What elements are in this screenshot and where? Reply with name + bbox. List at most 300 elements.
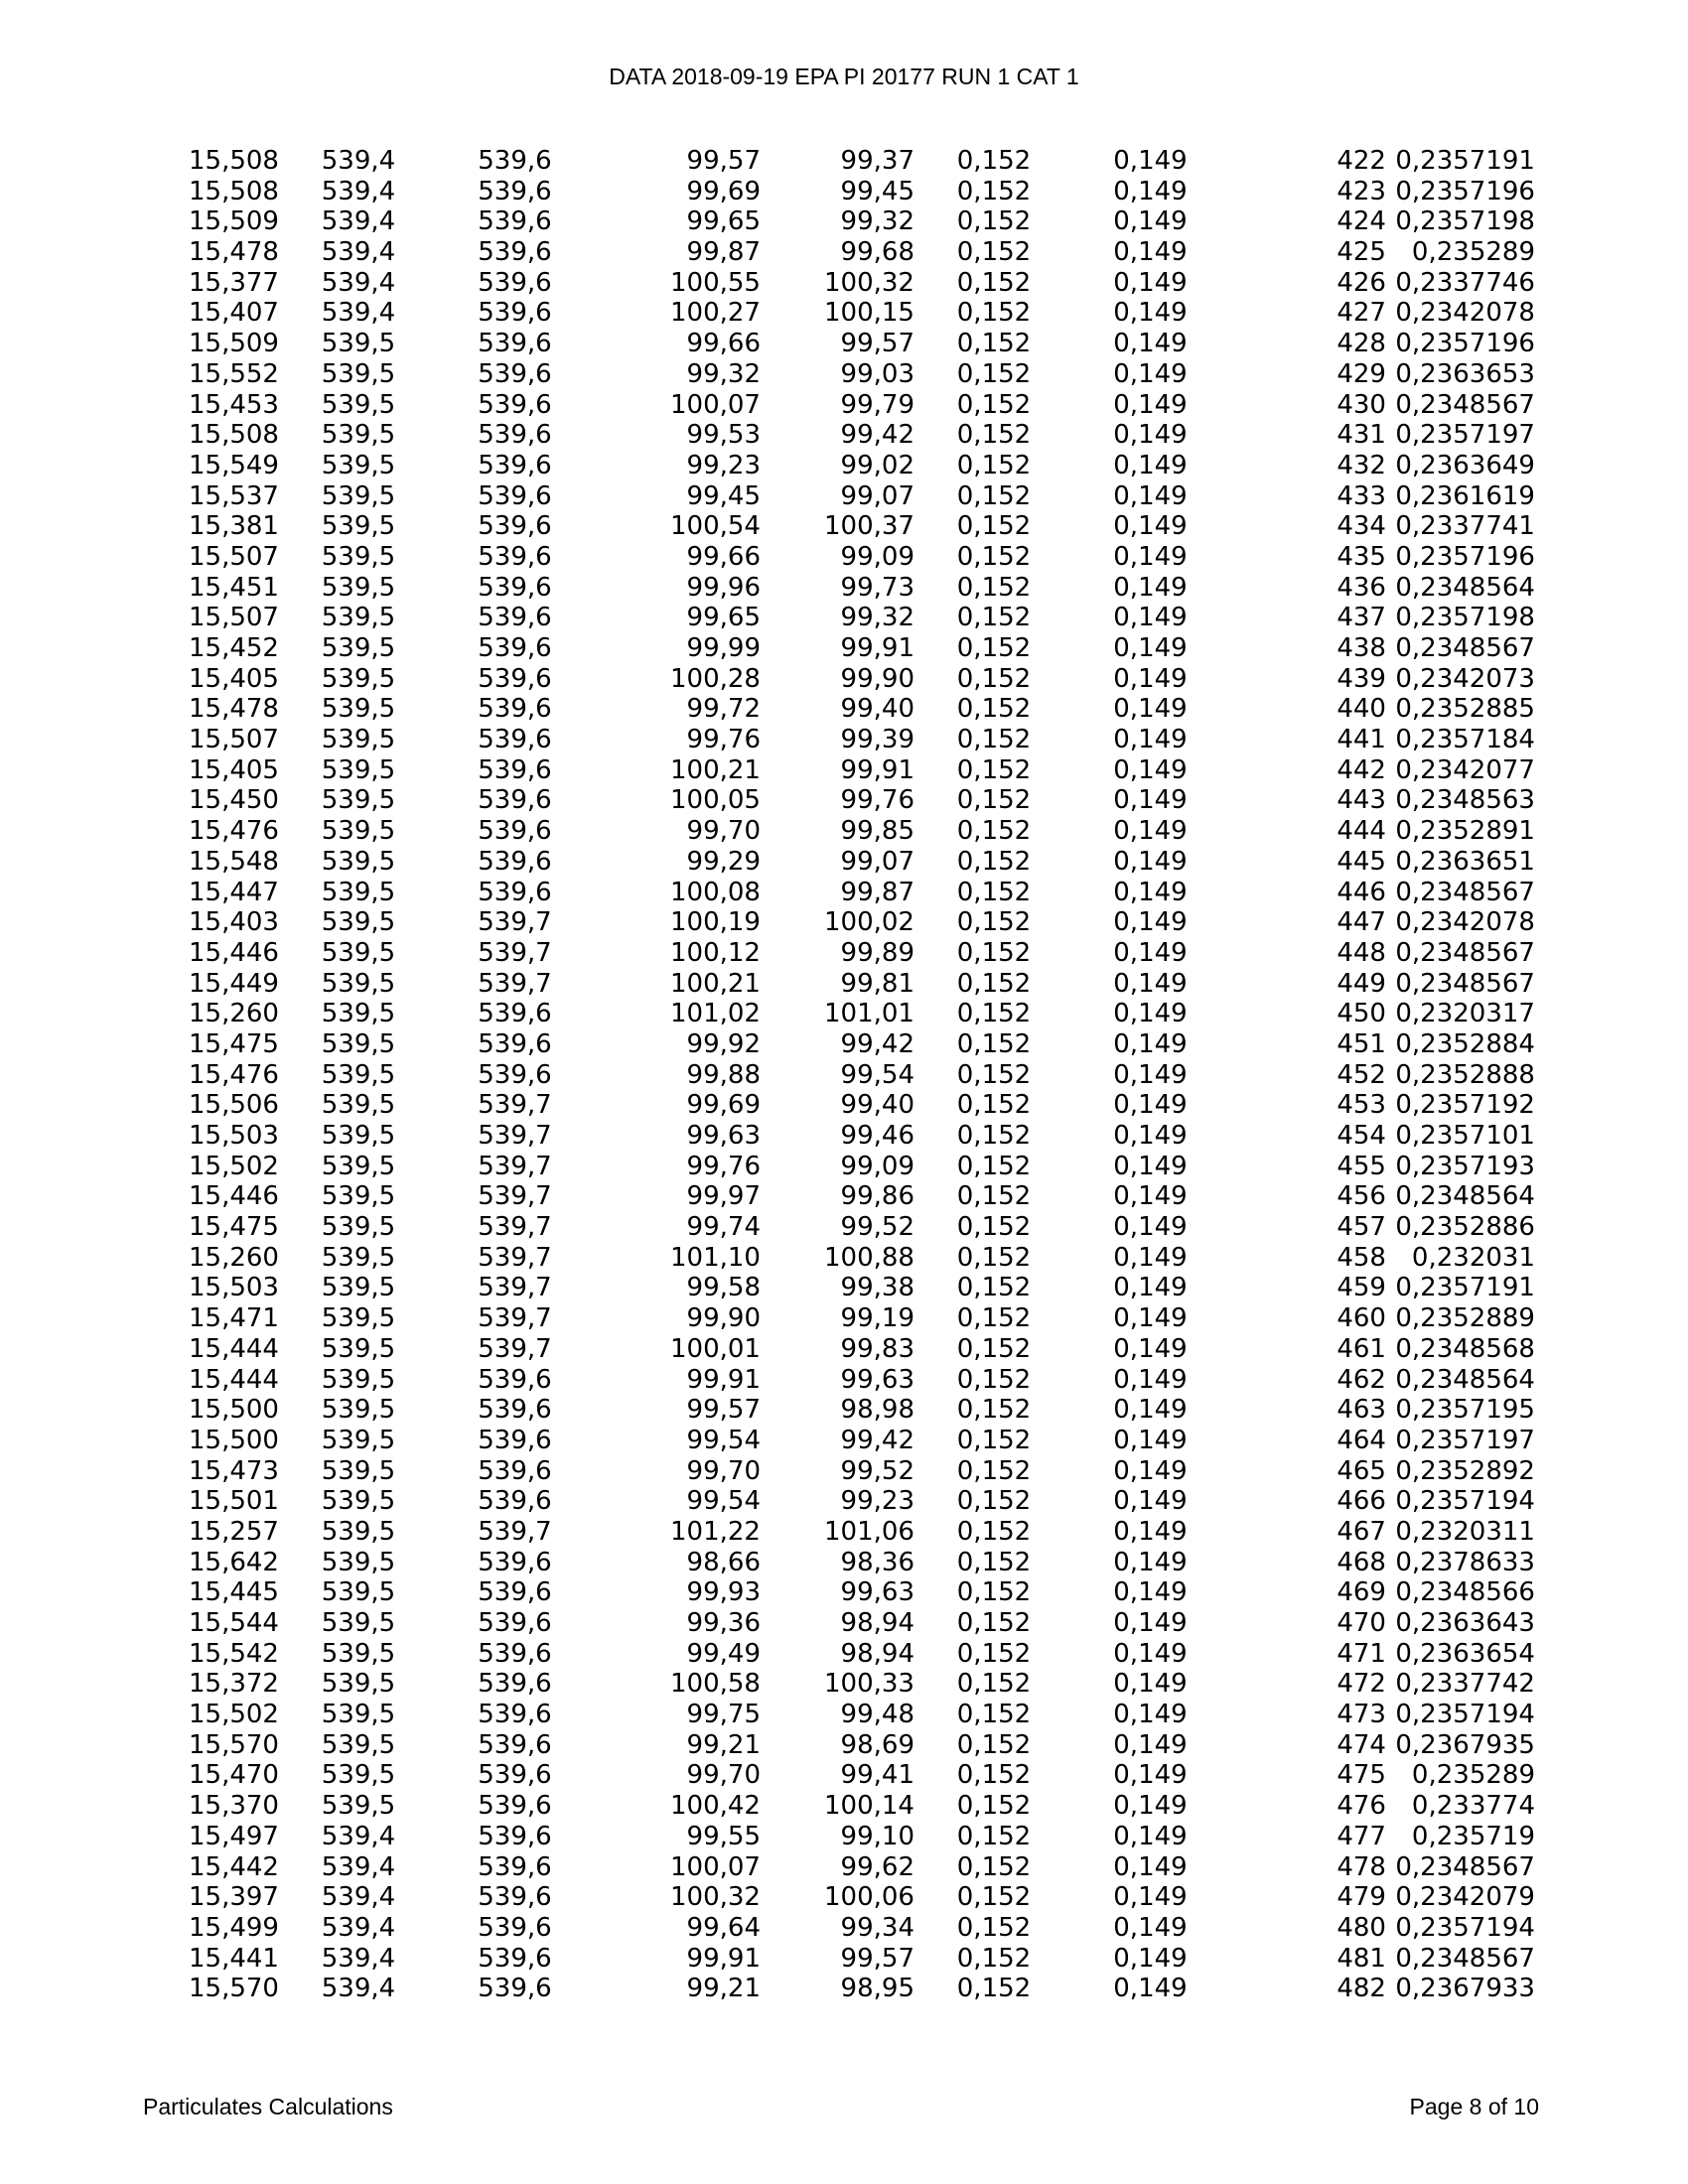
table-cell: 422 (1336, 146, 1386, 176)
table-cell: 478 (1336, 1851, 1386, 1882)
table-cell: 0,149 (1113, 725, 1188, 755)
table-cell: 99,76 (686, 1151, 761, 1181)
table-cell: 464 (1336, 1425, 1386, 1455)
table-cell: 100,08 (670, 877, 761, 907)
table-row (189, 1577, 1535, 1608)
table-cell: 0,152 (956, 1974, 1032, 2004)
table-cell: 100,32 (824, 267, 914, 298)
table-cell: 0,152 (956, 1577, 1032, 1608)
table-cell: 539,6 (478, 389, 552, 420)
table-row (189, 1822, 1535, 1852)
table-cell: 0,2357194 (1395, 1700, 1535, 1730)
table-cell: 0,2320317 (1395, 999, 1535, 1029)
table-cell: 0,2367935 (1395, 1729, 1535, 1760)
table-cell: 15,257 (189, 1516, 279, 1547)
table-cell: 539,5 (321, 1791, 396, 1822)
table-row (189, 907, 1535, 938)
table-cell: 98,94 (840, 1638, 914, 1669)
table-cell: 0,149 (1113, 176, 1188, 206)
table-cell: 15,260 (189, 999, 279, 1029)
table-cell: 0,152 (956, 1121, 1032, 1151)
table-cell: 539,5 (321, 725, 396, 755)
table-cell: 0,2348564 (1395, 572, 1535, 603)
table-row (189, 1913, 1535, 1944)
table-row (189, 420, 1535, 451)
table-cell: 539,5 (321, 1242, 396, 1273)
table-cell: 433 (1336, 480, 1386, 511)
table-cell: 0,152 (956, 511, 1032, 542)
table-cell: 0,152 (956, 1425, 1032, 1455)
table-cell: 460 (1336, 1303, 1386, 1334)
table-cell: 0,2357184 (1395, 725, 1535, 755)
table-cell: 423 (1336, 176, 1386, 206)
table-cell: 539,6 (478, 1425, 552, 1455)
table-cell: 0,149 (1113, 146, 1188, 176)
table-cell: 481 (1336, 1943, 1386, 1974)
table-row (189, 206, 1535, 237)
table-cell: 0,149 (1113, 1516, 1188, 1547)
table-cell: 100,21 (670, 754, 761, 785)
data-table (189, 146, 1535, 2004)
table-row (189, 1669, 1535, 1700)
table-row (189, 969, 1535, 1000)
table-cell: 480 (1336, 1912, 1386, 1943)
table-cell: 0,149 (1113, 237, 1188, 268)
table-cell: 539,5 (321, 389, 396, 420)
table-cell: 0,152 (956, 329, 1032, 359)
table-cell: 15,446 (189, 937, 279, 968)
table-cell: 0,2337746 (1395, 267, 1535, 298)
table-row (189, 542, 1535, 573)
table-cell: 479 (1336, 1882, 1386, 1913)
table-cell: 0,152 (956, 1729, 1032, 1760)
table-cell: 539,5 (321, 1608, 396, 1638)
table-cell: 0,152 (956, 937, 1032, 968)
table-cell: 539,5 (321, 999, 396, 1029)
table-cell: 539,5 (321, 1577, 396, 1608)
table-cell: 539,5 (321, 329, 396, 359)
footer-page-number: Page 8 of 10 (1409, 2094, 1539, 2119)
table-row (189, 694, 1535, 725)
table-cell: 15,445 (189, 1577, 279, 1608)
table-cell: 539,5 (321, 1638, 396, 1669)
table-cell: 15,372 (189, 1669, 279, 1700)
table-cell: 539,4 (321, 176, 396, 206)
table-row (189, 1548, 1535, 1578)
table-cell: 0,152 (956, 541, 1032, 572)
table-cell: 539,5 (321, 603, 396, 633)
table-cell: 99,19 (840, 1303, 914, 1334)
table-cell: 100,32 (670, 1882, 761, 1913)
table-cell: 469 (1336, 1577, 1386, 1608)
table-cell: 539,6 (478, 999, 552, 1029)
table-row (189, 268, 1535, 299)
table-row (189, 1486, 1535, 1517)
table-cell: 99,03 (840, 358, 914, 389)
table-cell: 459 (1336, 1273, 1386, 1303)
table-row (189, 329, 1535, 359)
table-cell: 99,07 (840, 846, 914, 877)
table-cell: 15,451 (189, 572, 279, 603)
table-row (189, 1760, 1535, 1791)
table-cell: 15,470 (189, 1760, 279, 1791)
table-row (189, 1974, 1535, 2004)
table-cell: 99,53 (686, 420, 761, 451)
table-cell: 101,10 (670, 1242, 761, 1273)
table-cell: 15,497 (189, 1821, 279, 1851)
table-cell: 99,54 (840, 1059, 914, 1090)
table-cell: 99,09 (840, 1151, 914, 1181)
table-cell: 0,152 (956, 1882, 1032, 1913)
table-row (189, 1426, 1535, 1456)
table-cell: 100,42 (670, 1791, 761, 1822)
table-cell: 0,152 (956, 633, 1032, 663)
table-cell: 0,149 (1113, 450, 1188, 480)
table-row (189, 1152, 1535, 1182)
table-cell: 0,152 (956, 877, 1032, 907)
table-row (189, 177, 1535, 207)
table-cell: 456 (1336, 1181, 1386, 1212)
table-cell: 539,7 (478, 1516, 552, 1547)
table-cell: 101,01 (824, 999, 914, 1029)
table-cell: 0,149 (1113, 1700, 1188, 1730)
table-cell: 0,2363643 (1395, 1608, 1535, 1638)
table-cell: 15,502 (189, 1700, 279, 1730)
table-cell: 15,478 (189, 694, 279, 725)
table-cell: 539,6 (478, 1882, 552, 1913)
table-cell: 99,49 (686, 1638, 761, 1669)
table-cell: 99,52 (840, 1212, 914, 1243)
table-cell: 0,149 (1113, 968, 1188, 999)
table-cell: 0,152 (956, 237, 1032, 268)
table-cell: 0,149 (1113, 329, 1188, 359)
table-cell: 0,152 (956, 298, 1032, 329)
table-cell: 100,37 (824, 511, 914, 542)
table-cell: 0,152 (956, 603, 1032, 633)
table-cell: 15,503 (189, 1121, 279, 1151)
table-cell: 539,6 (478, 572, 552, 603)
table-cell: 0,152 (956, 1821, 1032, 1851)
table-cell: 0,2357191 (1395, 1273, 1535, 1303)
table-row (189, 1944, 1535, 1975)
table-cell: 15,452 (189, 633, 279, 663)
table-cell: 539,5 (321, 572, 396, 603)
table-cell: 15,508 (189, 420, 279, 451)
table-row (189, 359, 1535, 390)
table-row (189, 1334, 1535, 1365)
table-cell: 99,81 (840, 968, 914, 999)
table-cell: 0,2348564 (1395, 1181, 1535, 1212)
table-cell: 442 (1336, 754, 1386, 785)
table-cell: 467 (1336, 1516, 1386, 1547)
table-cell: 539,5 (321, 663, 396, 694)
table-cell: 539,6 (478, 420, 552, 451)
table-cell: 15,507 (189, 725, 279, 755)
table-cell: 0,2352891 (1395, 816, 1535, 847)
table-cell: 0,2348567 (1395, 937, 1535, 968)
table-cell: 0,152 (956, 146, 1032, 176)
table-cell: 539,5 (321, 1059, 396, 1090)
table-cell: 100,06 (824, 1882, 914, 1913)
table-row (189, 390, 1535, 421)
table-cell: 0,149 (1113, 907, 1188, 938)
table-cell: 99,74 (686, 1212, 761, 1243)
table-cell: 99,40 (840, 694, 914, 725)
table-cell: 15,570 (189, 1974, 279, 2004)
table-row (189, 1700, 1535, 1730)
table-cell: 539,4 (321, 1974, 396, 2004)
table-cell: 0,2357194 (1395, 1486, 1535, 1517)
table-cell: 0,152 (956, 572, 1032, 603)
table-cell: 539,6 (478, 480, 552, 511)
table-cell: 15,471 (189, 1303, 279, 1334)
table-cell: 539,6 (478, 1974, 552, 2004)
table-cell: 429 (1336, 358, 1386, 389)
table-cell: 100,12 (670, 937, 761, 968)
table-cell: 0,152 (956, 1242, 1032, 1273)
table-cell: 0,149 (1113, 1455, 1188, 1486)
table-cell: 0,152 (956, 267, 1032, 298)
table-cell: 99,65 (686, 206, 761, 237)
table-cell: 0,2352886 (1395, 1212, 1535, 1243)
table-cell: 99,32 (686, 358, 761, 389)
table-cell: 451 (1336, 1028, 1386, 1059)
table-cell: 539,7 (478, 968, 552, 999)
table-cell: 15,377 (189, 267, 279, 298)
table-cell: 99,57 (686, 146, 761, 176)
table-cell: 15,548 (189, 846, 279, 877)
table-cell: 100,07 (670, 1851, 761, 1882)
table-cell: 0,2320311 (1395, 1516, 1535, 1547)
table-cell: 539,6 (478, 358, 552, 389)
table-cell: 0,149 (1113, 541, 1188, 572)
table-row (189, 664, 1535, 695)
page-title: DATA 2018-09-19 EPA PI 20177 RUN 1 CAT 1 (609, 64, 1079, 89)
table-cell: 0,235289 (1411, 1760, 1535, 1791)
table-cell: 0,152 (956, 358, 1032, 389)
table-cell: 539,6 (478, 877, 552, 907)
table-cell: 0,152 (956, 1273, 1032, 1303)
table-cell: 0,149 (1113, 1181, 1188, 1212)
table-cell: 0,152 (956, 999, 1032, 1029)
table-cell: 15,537 (189, 480, 279, 511)
table-cell: 539,7 (478, 1090, 552, 1121)
table-cell: 445 (1336, 846, 1386, 877)
table-cell: 99,90 (840, 663, 914, 694)
table-row (189, 1212, 1535, 1243)
table-row (189, 938, 1535, 969)
table-cell: 15,544 (189, 1608, 279, 1638)
table-cell: 100,02 (824, 907, 914, 938)
table-cell: 454 (1336, 1121, 1386, 1151)
table-cell: 0,152 (956, 1516, 1032, 1547)
table-cell: 0,149 (1113, 694, 1188, 725)
table-cell: 470 (1336, 1608, 1386, 1638)
table-cell: 0,152 (956, 1364, 1032, 1395)
table-cell: 99,10 (840, 1821, 914, 1851)
table-cell: 99,76 (840, 785, 914, 816)
table-row (189, 847, 1535, 878)
table-cell: 539,4 (321, 1821, 396, 1851)
table-cell: 0,149 (1113, 298, 1188, 329)
table-cell: 539,5 (321, 450, 396, 480)
table-cell: 539,6 (478, 1486, 552, 1517)
table-cell: 539,6 (478, 511, 552, 542)
table-cell: 539,4 (321, 1882, 396, 1913)
table-cell: 15,444 (189, 1333, 279, 1364)
table-cell: 99,89 (840, 937, 914, 968)
table-cell: 99,52 (840, 1455, 914, 1486)
table-cell: 15,499 (189, 1912, 279, 1943)
table-cell: 99,63 (686, 1121, 761, 1151)
table-cell: 99,63 (840, 1364, 914, 1395)
table-cell: 99,96 (686, 572, 761, 603)
table-cell: 0,2348567 (1395, 1851, 1535, 1882)
table-cell: 15,549 (189, 450, 279, 480)
table-cell: 0,152 (956, 785, 1032, 816)
table-cell: 101,22 (670, 1516, 761, 1547)
table-cell: 539,6 (478, 329, 552, 359)
table-cell: 99,75 (686, 1700, 761, 1730)
table-cell: 0,152 (956, 1486, 1032, 1517)
table-cell: 466 (1336, 1486, 1386, 1517)
table-cell: 98,66 (686, 1547, 761, 1577)
table-cell: 15,453 (189, 389, 279, 420)
table-cell: 99,54 (686, 1486, 761, 1517)
table-cell: 430 (1336, 389, 1386, 420)
table-cell: 539,5 (321, 541, 396, 572)
table-cell: 101,02 (670, 999, 761, 1029)
table-cell: 0,152 (956, 1151, 1032, 1181)
table-cell: 0,2363654 (1395, 1638, 1535, 1669)
table-cell: 98,94 (840, 1608, 914, 1638)
table-cell: 0,149 (1113, 389, 1188, 420)
table-cell: 539,6 (478, 1608, 552, 1638)
table-cell: 99,58 (686, 1273, 761, 1303)
table-cell: 0,149 (1113, 1974, 1188, 2004)
table-cell: 539,6 (478, 1669, 552, 1700)
table-cell: 0,2348567 (1395, 389, 1535, 420)
table-row (189, 1882, 1535, 1913)
table-cell: 0,152 (956, 816, 1032, 847)
table-cell: 0,149 (1113, 1638, 1188, 1669)
table-cell: 99,86 (840, 1181, 914, 1212)
table-cell: 99,83 (840, 1333, 914, 1364)
table-cell: 100,15 (824, 298, 914, 329)
table-cell: 0,149 (1113, 420, 1188, 451)
table-row (189, 1243, 1535, 1274)
table-cell: 539,7 (478, 1212, 552, 1243)
table-cell: 539,6 (478, 267, 552, 298)
table-cell: 539,7 (478, 1303, 552, 1334)
table-cell: 15,508 (189, 176, 279, 206)
table-cell: 99,63 (840, 1577, 914, 1608)
table-cell: 539,6 (478, 1791, 552, 1822)
table-cell: 0,149 (1113, 1791, 1188, 1822)
table-cell: 15,405 (189, 663, 279, 694)
table-cell: 99,37 (840, 146, 914, 176)
table-cell: 471 (1336, 1638, 1386, 1669)
table-row (189, 237, 1535, 268)
table-cell: 0,2357197 (1395, 420, 1535, 451)
table-cell: 0,2337741 (1395, 511, 1535, 542)
table-cell: 0,152 (956, 480, 1032, 511)
table-cell: 0,2357198 (1395, 206, 1535, 237)
table-row (189, 1456, 1535, 1487)
table-cell: 539,5 (321, 1486, 396, 1517)
table-cell: 15,407 (189, 298, 279, 329)
table-cell: 99,69 (686, 1090, 761, 1121)
table-cell: 98,36 (840, 1547, 914, 1577)
table-cell: 0,149 (1113, 1333, 1188, 1364)
table-cell: 99,32 (840, 603, 914, 633)
table-cell: 0,149 (1113, 511, 1188, 542)
table-cell: 0,149 (1113, 1090, 1188, 1121)
table-cell: 426 (1336, 267, 1386, 298)
table-cell: 539,6 (478, 1912, 552, 1943)
table-cell: 100,14 (824, 1791, 914, 1822)
table-cell: 539,4 (321, 1943, 396, 1974)
table-cell: 15,449 (189, 968, 279, 999)
table-cell: 15,450 (189, 785, 279, 816)
table-cell: 99,91 (840, 633, 914, 663)
table-cell: 15,446 (189, 1181, 279, 1212)
table-cell: 0,152 (956, 1090, 1032, 1121)
table-cell: 539,6 (478, 694, 552, 725)
table-cell: 15,507 (189, 603, 279, 633)
table-cell: 539,6 (478, 1547, 552, 1577)
table-cell: 468 (1336, 1547, 1386, 1577)
table-cell: 15,442 (189, 1851, 279, 1882)
table-cell: 474 (1336, 1729, 1386, 1760)
table-cell: 0,149 (1113, 1151, 1188, 1181)
table-cell: 539,5 (321, 1729, 396, 1760)
table-cell: 0,2357191 (1395, 146, 1535, 176)
table-cell: 0,2348567 (1395, 968, 1535, 999)
table-cell: 15,502 (189, 1151, 279, 1181)
table-cell: 0,149 (1113, 877, 1188, 907)
table-cell: 99,73 (840, 572, 914, 603)
table-cell: 99,87 (840, 877, 914, 907)
table-cell: 15,552 (189, 358, 279, 389)
table-cell: 0,149 (1113, 267, 1188, 298)
table-cell: 472 (1336, 1669, 1386, 1700)
table-cell: 99,76 (686, 725, 761, 755)
table-cell: 0,149 (1113, 358, 1188, 389)
table-cell: 0,152 (956, 1851, 1032, 1882)
table-cell: 0,152 (956, 1212, 1032, 1243)
table-cell: 0,152 (956, 846, 1032, 877)
table-cell: 457 (1336, 1212, 1386, 1243)
table-cell: 0,149 (1113, 1242, 1188, 1273)
table-cell: 0,149 (1113, 1121, 1188, 1151)
table-cell: 15,509 (189, 206, 279, 237)
table-row (189, 573, 1535, 604)
table-cell: 539,6 (478, 1700, 552, 1730)
table-cell: 539,4 (321, 206, 396, 237)
table-cell: 100,01 (670, 1333, 761, 1364)
table-cell: 446 (1336, 877, 1386, 907)
table-cell: 99,68 (840, 237, 914, 268)
table-cell: 539,7 (478, 937, 552, 968)
table-cell: 539,6 (478, 725, 552, 755)
table-cell: 0,149 (1113, 1882, 1188, 1913)
table-cell: 0,2348567 (1395, 633, 1535, 663)
table-row (189, 878, 1535, 908)
table-cell: 15,509 (189, 329, 279, 359)
table-row (189, 785, 1535, 816)
table-cell: 0,152 (956, 1028, 1032, 1059)
